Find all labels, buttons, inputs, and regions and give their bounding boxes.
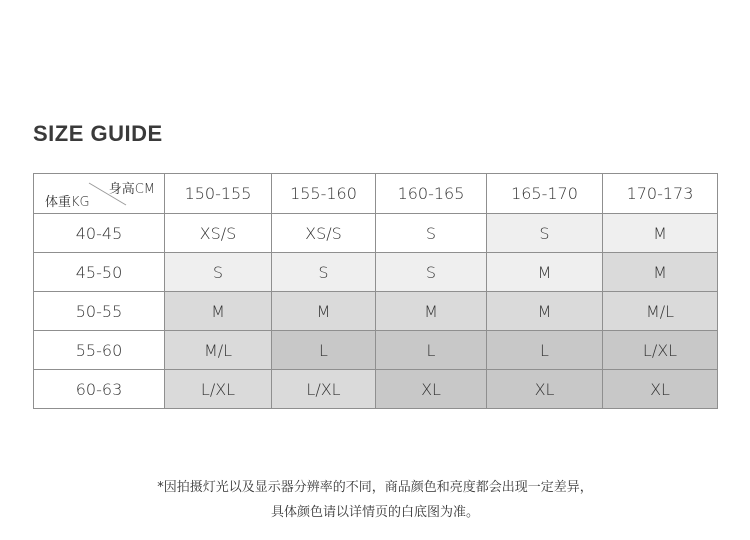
size-cell: M	[165, 292, 272, 331]
size-cell: XL	[376, 370, 487, 409]
size-cell: L	[376, 331, 487, 370]
weight-range-cell: 45-50	[34, 253, 165, 292]
size-cell: M	[603, 214, 718, 253]
size-cell: S	[376, 214, 487, 253]
size-cell: M	[376, 292, 487, 331]
table-row	[34, 370, 718, 409]
size-cell: L	[272, 331, 376, 370]
size-cell: M	[272, 292, 376, 331]
height-range-header: 150-155	[165, 174, 272, 214]
corner-cell	[34, 174, 165, 214]
size-cell: M	[487, 292, 603, 331]
weight-range-cell: 60-63	[34, 370, 165, 409]
size-cell: S	[376, 253, 487, 292]
size-cell: XL	[603, 370, 718, 409]
size-cell: S	[272, 253, 376, 292]
height-axis-label: 身高CM	[108, 182, 155, 197]
table-row	[34, 214, 718, 253]
size-guide-title: SIZE GUIDE	[33, 121, 163, 146]
weight-axis-label: 体重KG	[45, 195, 90, 210]
size-cell: S	[165, 253, 272, 292]
height-range-header: 165-170	[487, 174, 603, 214]
size-cell: L/XL	[272, 370, 376, 409]
size-cell: M	[603, 253, 718, 292]
size-cell: M	[487, 253, 603, 292]
size-cell: S	[487, 214, 603, 253]
size-cell: XL	[487, 370, 603, 409]
size-cell: M/L	[603, 292, 718, 331]
disclaimer-line-1: *因拍摄灯光以及显示器分辨率的不同，商品颜色和亮度都会出现一定差异，	[157, 480, 593, 495]
size-cell: L/XL	[603, 331, 718, 370]
height-range-header: 160-165	[376, 174, 487, 214]
table-row	[34, 253, 718, 292]
disclaimer-line-2: 具体颜色请以详情页的白底图为准。	[270, 505, 479, 520]
size-cell: M/L	[165, 331, 272, 370]
height-range-header: 170-173	[603, 174, 718, 214]
weight-range-cell: 50-55	[34, 292, 165, 331]
table-row	[34, 292, 718, 331]
size-cell: L/XL	[165, 370, 272, 409]
height-range-header: 155-160	[272, 174, 376, 214]
weight-range-cell: 55-60	[34, 331, 165, 370]
table-row	[34, 331, 718, 370]
size-cell: L	[487, 331, 603, 370]
weight-range-cell: 40-45	[34, 214, 165, 253]
size-guide-table	[33, 173, 718, 409]
size-cell: XS/S	[272, 214, 376, 253]
size-cell: XS/S	[165, 214, 272, 253]
header-row	[34, 174, 718, 214]
